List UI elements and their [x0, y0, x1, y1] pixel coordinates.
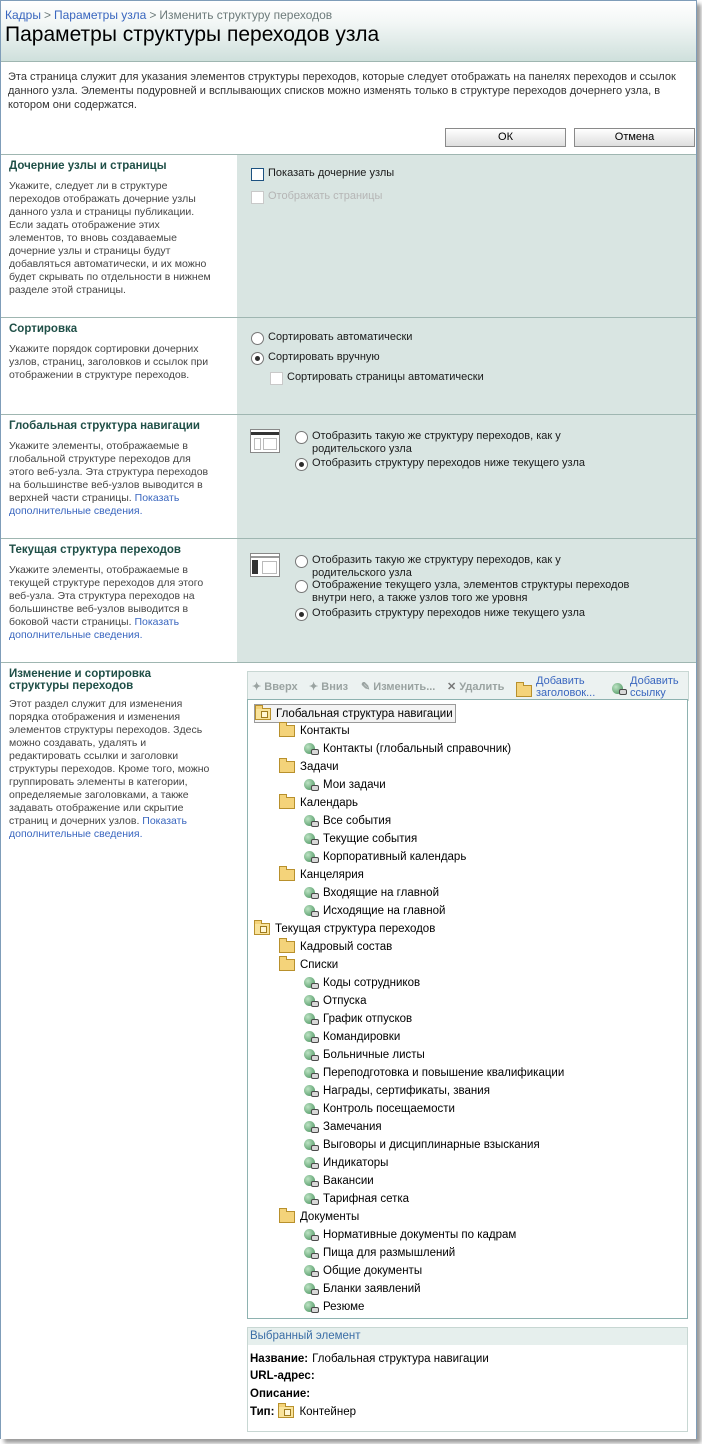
radio-label: Отображение текущего узла, элементов структуры переходов внутри него, а также узлов того же уровня: [312, 579, 630, 604]
cancel-button[interactable]: Отмена: [574, 128, 695, 147]
sort-pages-auto-checkbox[interactable]: [270, 371, 484, 385]
tree-node[interactable]: [304, 1154, 388, 1171]
tree-node-label: График отпусков: [323, 1012, 413, 1025]
delete-icon: ✕: [447, 681, 460, 693]
link-icon: [304, 1246, 318, 1259]
section-description-text: Укажите элементы, отображаемые в текущей структуре переходов для этого веб-узла. Эта структура переходов на большинстве веб-узлов выводится в боковой части страницы.: [9, 564, 204, 628]
link-icon: [304, 850, 318, 863]
tree-node[interactable]: [304, 1028, 400, 1045]
tree-node[interactable]: [304, 1064, 564, 1081]
tree-node-label: Замечания: [323, 1120, 382, 1133]
tree-node[interactable]: [304, 1262, 422, 1279]
tree-node-label: Коды сотрудников: [323, 976, 421, 989]
tree-node[interactable]: [304, 1298, 364, 1315]
down-arrow-icon: ✦: [309, 681, 322, 693]
tree-node-label: Кадровый состав: [300, 940, 393, 953]
tree-node-label: Выговоры и дисциплинарные взыскания: [323, 1138, 540, 1151]
link-icon: [304, 1174, 318, 1187]
section-description: [9, 440, 214, 518]
section-child-sites-left: [1, 155, 237, 318]
selected-item-header: Выбранный элемент: [248, 1328, 687, 1345]
tree-node[interactable]: [254, 920, 435, 937]
link-icon: [304, 1048, 318, 1061]
sort-manual-radio[interactable]: [251, 351, 380, 365]
radio-label: Сортировать вручную: [268, 351, 380, 363]
tree-node[interactable]: [304, 1082, 490, 1099]
delete-button[interactable]: ✕ Удалить: [447, 681, 505, 693]
checkbox-box[interactable]: [251, 168, 264, 181]
tree-node-label: Бланки заявлений: [323, 1282, 421, 1295]
current-nav-below-radio[interactable]: [295, 607, 635, 621]
tree-node-label: Пища для размышлений: [323, 1246, 456, 1259]
radio-circle[interactable]: [295, 608, 308, 621]
radio-circle[interactable]: [251, 352, 264, 365]
section-title: Дочерние узлы и страницы: [9, 160, 167, 172]
selected-item-type: Тип: Контейнер: [250, 1406, 356, 1418]
section-title: Сортировка: [9, 323, 78, 335]
page-header: [1, 1, 696, 62]
tree-node-label: Вакансии: [323, 1174, 374, 1187]
selected-item-url: URL-адрес:: [250, 1370, 315, 1382]
section-global-navigation-controls: [237, 415, 696, 539]
tree-node-label: Отпуска: [323, 994, 367, 1007]
tree-node[interactable]: [279, 938, 392, 955]
link-icon: [304, 1228, 318, 1241]
tree-node[interactable]: [304, 1118, 382, 1135]
breadcrumb-link-kadry[interactable]: Кадры: [5, 8, 41, 22]
folder-icon: [279, 1211, 295, 1223]
tree-node[interactable]: [304, 776, 386, 793]
global-nav-inherit-radio[interactable]: [295, 430, 615, 456]
link-icon: [304, 832, 318, 845]
container-folder-icon: [254, 923, 270, 935]
folder-icon: [279, 761, 295, 773]
radio-circle[interactable]: [295, 580, 308, 593]
side-navigation-layout-icon: [250, 553, 280, 577]
breadcrumb-separator: >: [149, 8, 157, 22]
checkbox-label: Показать дочерние узлы: [268, 167, 395, 179]
move-down-button[interactable]: ✦ Вниз: [309, 681, 349, 693]
tree-node-label: Больничные листы: [323, 1048, 425, 1061]
radio-label: Отобразить структуру переходов ниже текущего узла: [312, 457, 585, 469]
tree-node-label: Канцелярия: [300, 868, 364, 881]
link-icon: [304, 886, 318, 899]
section-current-navigation-left: [1, 539, 237, 663]
folder-icon: [279, 941, 295, 953]
radio-circle[interactable]: [295, 555, 308, 568]
radio-label: Сортировать автоматически: [268, 331, 413, 343]
show-more-link[interactable]: Показать дополнительные сведения.: [9, 616, 180, 641]
section-child-sites: [1, 154, 696, 318]
tree-node[interactable]: [279, 758, 339, 775]
link-icon: [304, 1120, 318, 1133]
link-icon: [304, 1066, 318, 1079]
selected-item-name: Название: Глобальная структура навигации: [250, 1353, 489, 1365]
link-icon: [304, 976, 318, 989]
link-icon: [304, 1192, 318, 1205]
tree-node[interactable]: [304, 830, 417, 847]
section-sorting: [1, 317, 696, 415]
show-subsites-checkbox[interactable]: [251, 167, 394, 181]
link-icon: [304, 1264, 318, 1277]
tree-node-label: Глобальная структура навигации: [276, 707, 453, 720]
tree-node-label: Контакты: [300, 724, 350, 737]
tree-node[interactable]: [304, 884, 439, 901]
current-nav-siblings-radio[interactable]: [295, 579, 645, 605]
link-icon: [304, 1084, 318, 1097]
show-more-link[interactable]: Показать дополнительные сведения.: [9, 492, 180, 517]
container-folder-icon: [255, 708, 271, 720]
tree-node[interactable]: [279, 794, 358, 811]
section-description: Укажите порядок сортировки дочерних узлов, страниц, заголовков и ссылок при отображении в структуре переходов.: [9, 343, 209, 381]
current-nav-inherit-radio[interactable]: [295, 554, 615, 580]
tree-node-label: Командировки: [323, 1030, 401, 1043]
link-icon: [304, 742, 318, 755]
checkbox-box[interactable]: [270, 372, 283, 385]
radio-circle[interactable]: [295, 458, 308, 471]
page-title: Параметры структуры переходов узла: [5, 23, 380, 46]
tree-node-label: Мои задачи: [323, 778, 386, 791]
link-icon: [304, 1138, 318, 1151]
tree-node[interactable]: [254, 704, 456, 723]
selected-item-description: Описание:: [250, 1388, 311, 1400]
global-nav-below-radio[interactable]: [295, 457, 635, 471]
tree-node[interactable]: [279, 866, 364, 883]
tree-node-label: Документы: [300, 1210, 360, 1223]
folder-icon: [279, 959, 295, 971]
edit-button[interactable]: ✎ Изменить...: [361, 681, 436, 693]
tree-node[interactable]: [279, 956, 338, 973]
container-folder-icon: [278, 1406, 294, 1418]
section-title: Глобальная структура навигации: [9, 420, 200, 432]
page-intro: Эта страница служит для указания элементов структуры переходов, которые следует отображать на панелях переходов и ссылок данного узла. Элементы подуровней и всплывающих списков можно изменять только в структуре переходов дочернего узла, в котором они содержатся.: [8, 71, 676, 111]
tree-node-label: Исходящие на главной: [323, 904, 446, 917]
top-navigation-layout-icon: [250, 429, 280, 453]
link-icon: [304, 1282, 318, 1295]
tree-node-label: Общие документы: [323, 1264, 423, 1277]
radio-label: Отобразить такую же структуру переходов, как у родительского узла: [312, 430, 561, 455]
radio-label: Отобразить такую же структуру переходов, как у родительского узла: [312, 554, 561, 579]
checkbox-label: Отображать страницы: [268, 190, 383, 202]
link-icon: [304, 814, 318, 827]
tree-node[interactable]: [304, 812, 391, 829]
link-icon: [304, 904, 318, 917]
ok-button[interactable]: ОК: [445, 128, 566, 147]
breadcrumb-current: Изменить структуру переходов: [159, 8, 333, 22]
section-navigation-editing-left: [1, 663, 237, 1439]
tree-node[interactable]: [304, 740, 511, 757]
tree-node-label: Тарифная сетка: [323, 1192, 410, 1205]
tree-node[interactable]: [279, 1208, 359, 1225]
tree-node-label: Текущая структура переходов: [275, 922, 436, 935]
section-title: Изменение и сортировка структуры переходов: [9, 668, 152, 692]
tree-node-label: Задачи: [300, 760, 339, 773]
link-icon: [304, 994, 318, 1007]
section-title: Текущая структура переходов: [9, 544, 181, 556]
move-up-button[interactable]: ✦ Вверх: [252, 681, 298, 693]
tree-node[interactable]: [279, 722, 350, 739]
tree-node-label: Резюме: [323, 1300, 365, 1313]
up-arrow-icon: ✦: [252, 681, 265, 693]
section-description: Укажите, следует ли в структуре переходов отображать дочерние узлы данного узла и страницы публикации. Если задать отображение этих элементов, то вновь создаваемые дочерние узлы и страницы будут добавляться автоматически, и их можно будет скрывать по отдельности в нижнем разделе этой страницы.: [9, 180, 211, 296]
tree-node-label: Награды, сертификаты, звания: [323, 1084, 490, 1097]
tree-node[interactable]: [304, 848, 466, 865]
breadcrumb: [5, 8, 332, 22]
section-global-navigation-left: [1, 415, 237, 539]
checkbox-box: [251, 191, 264, 204]
radio-label: Отобразить структуру переходов ниже текущего узла: [312, 607, 585, 619]
show-pages-checkbox: [251, 190, 382, 204]
section-description-text: Этот раздел служит для изменения порядка отображения и изменения элементов структуры переходов. Здесь можно создавать, удалять и редактировать ссылки и заголовки структуры переходов. Кроме того, можно группировать элементы в категории, определяемые заголовками, а также задавать отображение или скрытие страниц и дочерних узлов.: [9, 698, 210, 827]
link-icon: [304, 1030, 318, 1043]
section-description: [9, 564, 214, 642]
section-global-navigation: [1, 414, 696, 539]
add-link-icon: [612, 682, 626, 695]
tree-node-label: Списки: [300, 958, 339, 971]
section-sorting-left: [1, 318, 237, 415]
tree-node[interactable]: [304, 974, 420, 991]
tree-node[interactable]: [304, 1136, 540, 1153]
tree-node-label: Нормативные документы по кадрам: [323, 1228, 517, 1241]
tree-node-label: Переподготовка и повышение квалификации: [323, 1066, 565, 1079]
edit-icon: ✎: [361, 681, 374, 693]
checkbox-label: Сортировать страницы автоматически: [287, 371, 484, 383]
tree-node[interactable]: [304, 992, 367, 1009]
sort-auto-radio[interactable]: [251, 331, 412, 345]
tree-node[interactable]: [304, 1172, 374, 1189]
link-icon: [304, 1156, 318, 1169]
tree-node-label: Контакты (глобальный справочник): [323, 742, 512, 755]
breadcrumb-link-site-settings[interactable]: Параметры узла: [53, 8, 147, 22]
show-more-link[interactable]: Показать дополнительные сведения.: [9, 815, 187, 840]
section-description: [9, 698, 214, 841]
tree-node[interactable]: [304, 1244, 455, 1261]
add-heading-icon: [516, 685, 532, 697]
tree-node[interactable]: [304, 1280, 421, 1297]
folder-icon: [279, 725, 295, 737]
tree-node-label: Индикаторы: [323, 1156, 389, 1169]
radio-circle[interactable]: [295, 431, 308, 444]
selected-item-panel: [247, 1327, 688, 1432]
link-icon: [304, 1012, 318, 1025]
section-child-sites-controls: [237, 155, 696, 318]
section-description-text: Укажите элементы, отображаемые в глобальной структуре переходов для этого веб-узла. Эта структура переходов на большинстве веб-узлов выводится в верхней части страницы.: [9, 440, 209, 504]
tree-node-label: Входящие на главной: [323, 886, 439, 899]
navigation-toolbar: ✦ Вверх ✦ Вниз ✎ Изменить... ✕ Удалить Добавить заголовок... Добавить ссылку: [247, 671, 689, 701]
tree-node[interactable]: [304, 1226, 516, 1243]
tree-node[interactable]: [304, 1010, 412, 1027]
tree-node-label: Календарь: [300, 796, 359, 809]
tree-node[interactable]: [304, 1100, 455, 1117]
folder-icon: [279, 797, 295, 809]
tree-node-label: Все события: [323, 814, 392, 827]
link-icon: [304, 778, 318, 791]
section-current-navigation: [1, 538, 696, 663]
section-sorting-controls: [237, 318, 696, 415]
link-icon: [304, 1102, 318, 1115]
tree-node-label: Текущие события: [323, 832, 418, 845]
navigation-tree[interactable]: [247, 699, 688, 1319]
tree-node[interactable]: [304, 1190, 409, 1207]
tree-node-label: Контроль посещаемости: [323, 1102, 455, 1115]
section-current-navigation-controls: [237, 539, 696, 663]
tree-node-label: Корпоративный календарь: [323, 850, 467, 863]
radio-circle[interactable]: [251, 332, 264, 345]
tree-node[interactable]: [304, 902, 445, 919]
link-icon: [304, 1300, 318, 1313]
folder-icon: [279, 869, 295, 881]
tree-node[interactable]: [304, 1046, 425, 1063]
breadcrumb-separator: >: [43, 8, 51, 22]
